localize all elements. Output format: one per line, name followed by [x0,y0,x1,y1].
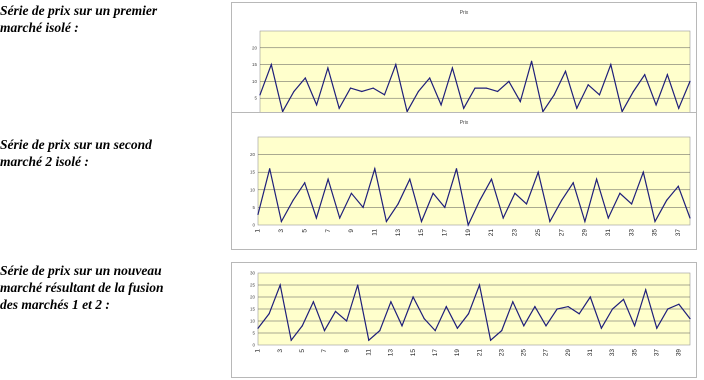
x-tick-label: 15 [418,229,426,237]
y-tick-label: 0 [252,222,255,228]
data-point [644,74,645,75]
data-point [373,88,374,89]
data-point [457,328,458,329]
plot-area [260,31,690,115]
x-tick-label: 1 [254,349,262,353]
data-point [633,91,634,92]
data-point [398,203,399,204]
y-tick-label: 5 [252,330,255,336]
data-point [474,88,475,89]
data-point [424,318,425,319]
x-tick-label: 35 [631,349,639,357]
data-point [667,308,668,309]
data-point [412,296,413,297]
x-tick-label: 3 [278,229,286,233]
x-tick-label: 3 [276,349,284,353]
data-point [608,217,609,218]
data-point [561,200,562,201]
label-merged-line-3: des marchés 1 et 2 : [0,297,110,312]
data-point [339,108,340,109]
label-merged-line-1: Série de prix sur un nouveau [0,263,162,278]
x-tick-label: 37 [675,229,683,237]
data-point [281,221,282,222]
data-point [596,179,597,180]
data-point [689,81,690,82]
y-tick-label: 10 [249,187,255,193]
data-point [584,221,585,222]
x-tick-label: 25 [534,229,542,237]
y-tick-label: 5 [252,204,255,210]
x-tick-label: 29 [564,349,572,357]
data-point [327,179,328,180]
data-point [435,330,436,331]
x-tick-label: 29 [581,229,589,237]
data-point [654,221,655,222]
data-point [623,299,624,300]
data-point [631,203,632,204]
x-tick-label: 31 [604,229,612,237]
data-point [656,328,657,329]
data-point [421,221,422,222]
data-point [468,313,469,314]
data-point [446,306,447,307]
data-point [291,340,292,341]
data-point [324,330,325,331]
data-point [565,71,566,72]
data-point [573,182,574,183]
x-tick-label: 9 [343,349,351,353]
data-point [362,207,363,208]
x-tick-label: 9 [348,229,356,233]
data-point [395,64,396,65]
x-tick-label: 7 [324,229,332,233]
chart-market-1 [231,2,697,124]
data-point [634,325,635,326]
data-point [384,94,385,95]
data-point [678,304,679,305]
data-point [304,182,305,183]
x-tick-label: 17 [431,349,439,357]
data-point [268,313,269,314]
data-point [368,340,369,341]
chart-merged-market [231,262,697,378]
data-point [523,325,524,326]
x-tick-label: 19 [464,229,472,237]
y-tick-label: 0 [252,342,255,348]
x-tick-label: 21 [476,349,484,357]
data-point [350,88,351,89]
chart-market-1-svg [232,3,696,123]
y-tick-label: 20 [249,152,255,158]
data-point [645,289,646,290]
data-point [429,77,430,78]
x-tick-label: 23 [498,349,506,357]
x-tick-label: 33 [609,349,617,357]
data-point [374,168,375,169]
x-tick-label: 39 [675,349,683,357]
x-tick-label: 5 [299,349,307,353]
data-point [440,104,441,105]
data-point [444,207,445,208]
data-point [468,224,469,225]
chart-market-2-svg [232,113,696,249]
data-point [357,284,358,285]
data-point [452,67,453,68]
x-tick-label: 35 [651,229,659,237]
data-point [497,91,498,92]
data-point [379,330,380,331]
data-point [316,217,317,218]
x-tick-label: 37 [653,349,661,357]
data-point [531,61,532,62]
data-point [335,311,336,312]
data-point [514,193,515,194]
label-market-2-line-1: Série de prix sur un second [0,137,152,152]
data-point [271,64,272,65]
label-market-2 [0,136,152,170]
data-point [538,172,539,173]
data-point [313,301,314,302]
chart-market-2 [231,112,697,250]
data-point [346,320,347,321]
x-tick-label: 15 [409,349,417,357]
data-point [409,179,410,180]
label-market-2-line-2: marché 2 isolé : [0,154,89,169]
y-tick-label: 20 [251,45,257,51]
x-tick-label: 31 [587,349,595,357]
data-point [599,94,600,95]
y-tick-label: 15 [249,306,255,312]
data-point [456,168,457,169]
x-tick-label: 5 [301,229,309,233]
data-point [418,91,419,92]
x-tick-label: 11 [371,229,379,236]
data-point [257,214,258,215]
data-point [490,340,491,341]
data-point [361,91,362,92]
data-point [588,84,589,85]
data-point [655,104,656,105]
y-tick-label: 25 [249,282,255,288]
data-point [556,308,557,309]
data-point [666,200,667,201]
data-point [280,284,281,285]
data-point [302,325,303,326]
data-point [512,301,513,302]
data-point [463,108,464,109]
data-point [501,330,502,331]
label-market-1 [0,2,157,36]
data-point [293,91,294,92]
data-point [549,221,550,222]
y-tick-label: 10 [249,318,255,324]
chart-title: Prix [459,120,469,126]
data-point [689,318,690,319]
data-point [579,313,580,314]
data-point [491,179,492,180]
x-tick-label: 17 [441,229,449,237]
data-point [554,94,555,95]
data-point [568,306,569,307]
data-point [610,64,611,65]
data-point [292,200,293,201]
x-tick-label: 23 [511,229,519,237]
label-merged-market [0,262,164,313]
x-tick-label: 27 [542,349,550,357]
chart-merged-svg [232,263,696,377]
data-point [479,200,480,201]
data-point [667,74,668,75]
data-point [503,217,504,218]
label-market-1-line-1: Série de prix sur un premier [0,3,158,18]
label-market-1-line-2: marché isolé : [0,20,79,35]
y-tick-label: 15 [251,62,257,68]
label-merged-line-2: marché résultant de la fusion [0,280,164,295]
data-point [486,88,487,89]
data-point [508,81,509,82]
data-point [327,67,328,68]
data-point [526,203,527,204]
data-point [269,168,270,169]
x-tick-label: 27 [558,229,566,237]
y-tick-label: 15 [249,169,255,175]
x-tick-label: 19 [454,349,462,357]
data-point [534,306,535,307]
data-point [643,172,644,173]
y-tick-label: 30 [249,270,255,276]
x-tick-label: 13 [394,229,402,237]
x-tick-label: 33 [628,229,636,237]
data-point [257,328,258,329]
data-point [520,101,521,102]
data-point [678,186,679,187]
data-point [479,284,480,285]
data-point [590,296,591,297]
x-tick-label: 25 [520,349,528,357]
data-point [401,325,402,326]
data-point [433,193,434,194]
y-tick-label: 10 [251,78,257,84]
data-point [259,94,260,95]
data-point [619,193,620,194]
data-point [545,325,546,326]
data-point [316,104,317,105]
y-tick-label: 20 [249,294,255,300]
data-point [351,193,352,194]
x-tick-label: 1 [254,229,262,233]
data-point [576,108,577,109]
data-point [339,217,340,218]
x-tick-label: 13 [387,349,395,357]
y-tick-label: 5 [254,95,257,101]
data-point [612,308,613,309]
x-tick-label: 11 [365,349,373,356]
data-point [386,221,387,222]
data-point [678,108,679,109]
data-point [689,217,690,218]
x-tick-label: 7 [321,349,329,353]
chart-title: Prix [459,10,469,16]
data-point [305,77,306,78]
data-point [390,301,391,302]
x-tick-label: 21 [488,229,496,237]
data-point [601,328,602,329]
